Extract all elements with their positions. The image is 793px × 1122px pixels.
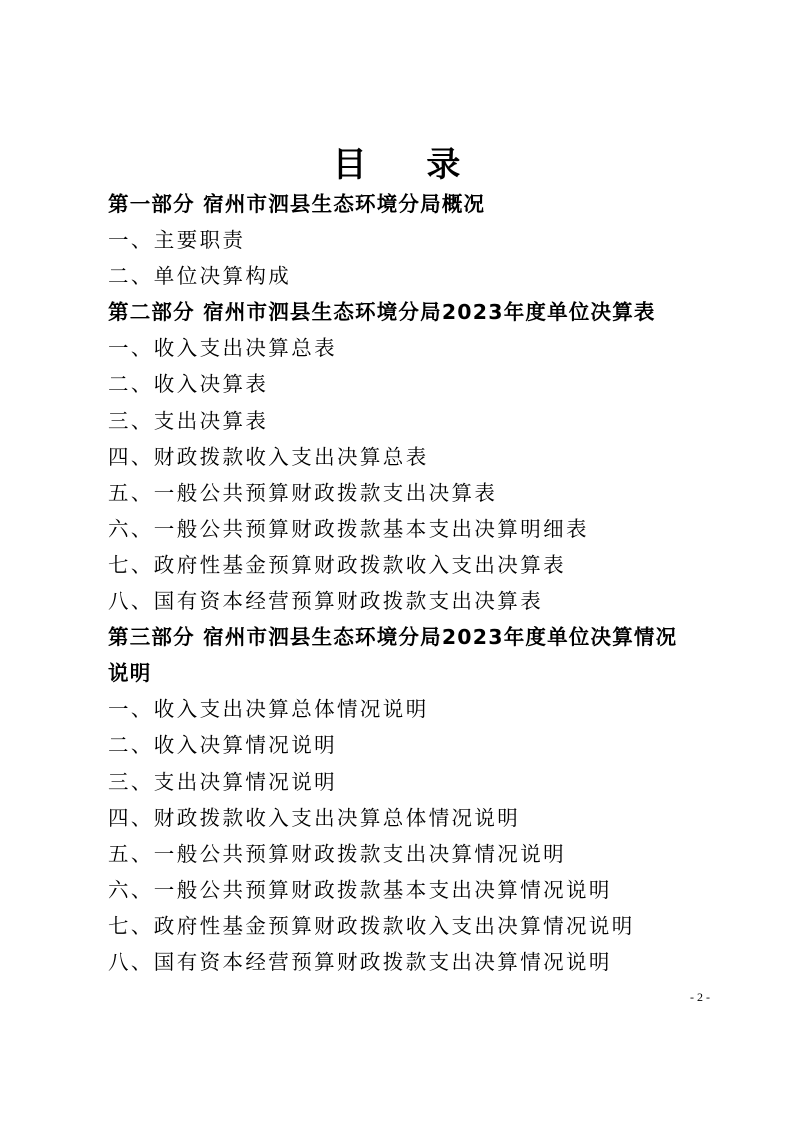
toc-item: 四、财政拨款收入支出决算总体情况说明: [108, 805, 521, 830]
toc-item: 七、政府性基金预算财政拨款收入支出决算情况说明: [108, 913, 635, 938]
page-title: 目 录: [332, 145, 485, 185]
toc-section-heading: 第一部分 宿州市泗县生态环境分局概况: [108, 192, 486, 216]
toc-item: 二、单位决算构成: [108, 264, 292, 289]
toc-item: 一、收入支出决算总体情况说明: [108, 697, 429, 722]
toc-item: 五、一般公共预算财政拨款支出决算表: [108, 480, 498, 505]
toc-item: 八、国有资本经营预算财政拨款支出决算表: [108, 589, 544, 614]
toc-section-heading: 第二部分 宿州市泗县生态环境分局2023年度单位决算表: [108, 300, 656, 325]
table-of-contents: [108, 186, 708, 980]
toc-item: 一、主要职责: [108, 228, 246, 253]
toc-item: 六、一般公共预算财政拨款基本支出决算情况说明: [108, 877, 612, 902]
toc-item: 六、一般公共预算财政拨款基本支出决算明细表: [108, 516, 589, 541]
toc-item: 八、国有资本经营预算财政拨款支出决算情况说明: [108, 949, 612, 974]
toc-section-heading: 第三部分 宿州市泗县生态环境分局2023年度单位决算情况说明: [108, 625, 678, 686]
toc-item: 四、财政拨款收入支出决算总表: [108, 444, 429, 469]
toc-item: 三、支出决算表: [108, 408, 269, 433]
toc-item: 七、政府性基金预算财政拨款收入支出决算表: [108, 552, 566, 577]
toc-item: 二、收入决算表: [108, 372, 269, 397]
toc-item: 三、支出决算情况说明: [108, 769, 337, 794]
toc-item: 五、一般公共预算财政拨款支出决算情况说明: [108, 841, 566, 866]
toc-item: 一、收入支出决算总表: [108, 336, 337, 361]
toc-item: 二、收入决算情况说明: [108, 733, 337, 758]
page-number: - 2 -: [690, 990, 710, 1004]
